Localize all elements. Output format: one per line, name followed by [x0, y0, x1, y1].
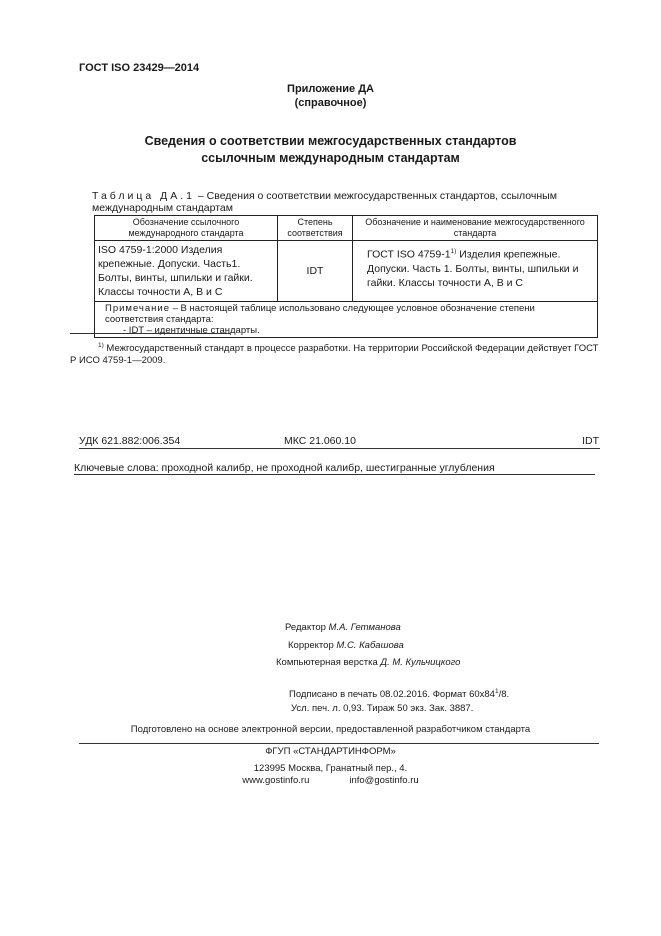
table-caption-text-2: международным стандартам	[92, 202, 233, 214]
format-den: /8.	[498, 689, 510, 701]
corrector-line	[288, 640, 404, 651]
header-intl-standard: Обозначение ссылочного международного стандарта	[95, 216, 278, 241]
section-title	[0, 133, 661, 167]
table-row	[95, 241, 598, 302]
table-caption-label: Таблица ДА.1	[92, 190, 195, 202]
corrector-name: М.С. Кабашова	[336, 640, 404, 651]
print-info-line1: Подписано в печать 08.02.2016. Формат 60x84	[289, 689, 495, 701]
footnote	[70, 340, 600, 367]
footnote-mark: 1)	[98, 342, 104, 349]
note-text: – В настоящей таблице использовано следующее условное обозначение степени соответствия стандарта:	[105, 303, 535, 325]
table-header-row	[95, 216, 598, 241]
header-degree: Степень соответствия	[278, 216, 353, 241]
classification-divider	[79, 448, 600, 449]
udk-code: УДК 621.882:006.354	[79, 435, 181, 447]
note-item: - IDT – идентичные стандарты.	[123, 325, 260, 336]
footnote-divider	[70, 333, 230, 334]
table-caption-dash: –	[194, 190, 207, 202]
publisher-email: info@gostinfo.ru	[349, 775, 419, 786]
correspondence-table	[94, 215, 598, 338]
publisher-contacts	[0, 763, 661, 787]
table-caption	[92, 190, 602, 214]
table-caption-text-1: Сведения о соответствии межгосударственных стандартов, ссылочным	[206, 190, 557, 202]
appendix-heading	[0, 82, 661, 110]
gost-code: ГОСТ ISO 4759-1	[367, 248, 451, 261]
gost-title: Изделия крепежные. Допуски. Часть 1. Болты, винты, шпильки и гайки. Классы точности А, В и С	[367, 248, 579, 289]
degree-code: IDT	[582, 435, 599, 447]
footnote-text: Межгосударственный стандарт в процессе разработки. На территории Российской Федерации действует ГОСТ Р ИСО 4759-1—2009.	[70, 343, 599, 367]
prepared-note: Подготовлено на основе электронной версии, предоставленной разработчиком стандарта	[130, 724, 531, 735]
cell-degree: IDT	[278, 241, 353, 302]
publisher-divider	[79, 743, 599, 744]
corrector-label: Корректор	[288, 640, 337, 651]
layout-label: Компьютерная верстка	[276, 657, 381, 668]
header-gost-standard: Обозначение и наименование межгосударственного стандарта	[353, 216, 598, 241]
print-info-line2: Усл. печ. л. 0,93. Тираж 50 экз. Зак. 3887.	[291, 703, 474, 715]
section-title-line2: ссылочным международным стандартам	[201, 151, 460, 165]
editor-line	[285, 622, 401, 633]
footnote-ref: 1)	[450, 248, 457, 255]
layout-name: Д. М. Кульчицкого	[380, 657, 461, 668]
publisher-address: 123995 Москва, Гранатный пер., 4.	[253, 763, 408, 774]
document-code: ГОСТ ISO 23429—2014	[79, 62, 200, 74]
print-info	[289, 685, 509, 716]
editor-label: Редактор	[285, 622, 329, 633]
format-sup: 1	[494, 688, 499, 695]
appendix-title: Приложение ДА	[287, 83, 374, 95]
layout-line	[276, 657, 460, 668]
cell-gost-standard	[353, 241, 598, 302]
mks-code: МКС 21.060.10	[284, 435, 356, 447]
publisher-website: www.gostinfo.ru	[242, 775, 310, 786]
note-label: Примечание	[105, 303, 170, 314]
keywords: Ключевые слова: проходной калибр, не проходной калибр, шестигранные углубления	[74, 462, 495, 474]
section-title-line1: Сведения о соответствии межгосударственных стандартов	[144, 134, 517, 148]
keywords-divider	[74, 474, 595, 475]
publisher-name: ФГУП «СТАНДАРТИНФОРМ»	[265, 746, 396, 757]
cell-intl-standard: ISO 4759-1:2000 Изделия крепежные. Допуски. Часть1. Болты, винты, шпильки и гайки. Классы точности A, B и C	[95, 241, 278, 302]
editor-name: М.А. Гетманова	[328, 622, 401, 633]
appendix-subtitle: (справочное)	[294, 97, 367, 109]
